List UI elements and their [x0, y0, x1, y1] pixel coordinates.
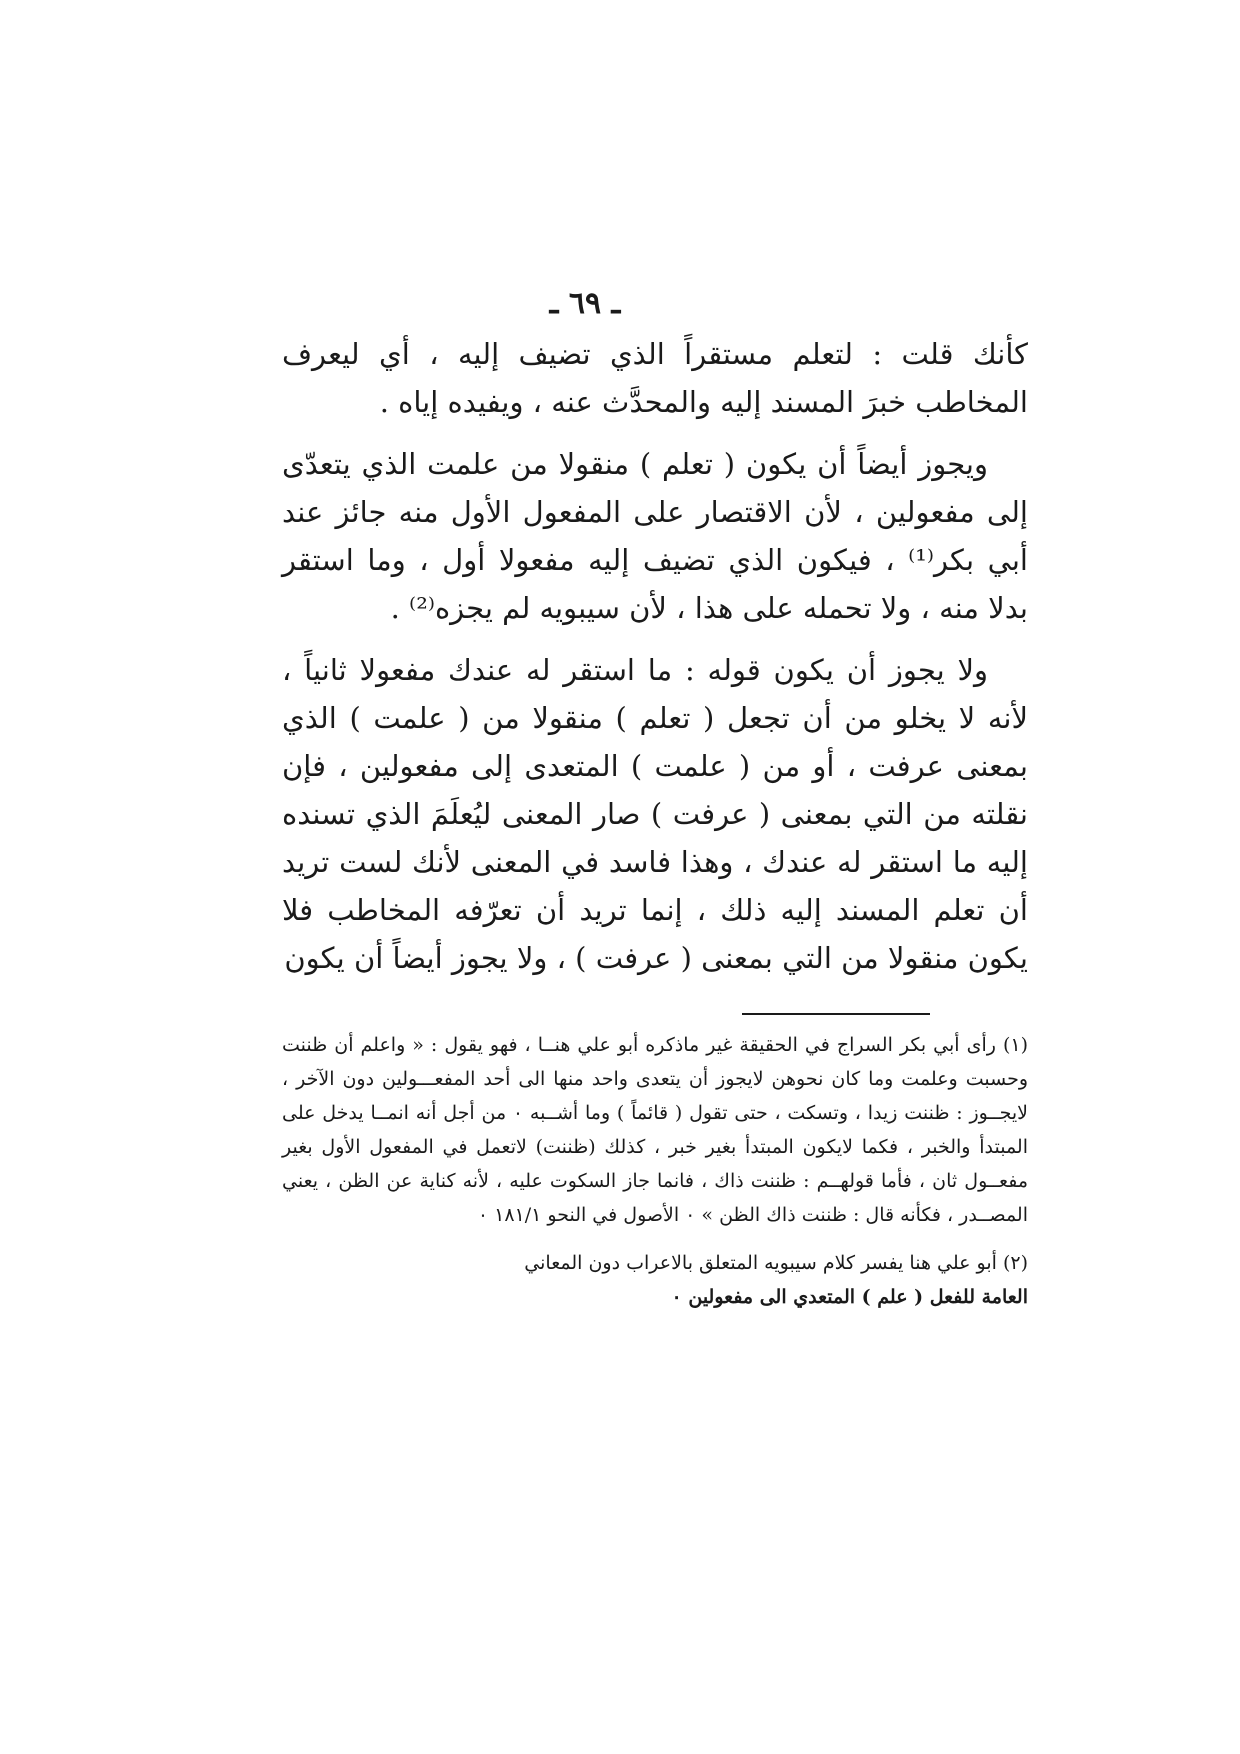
footnotes-section	[282, 1028, 1028, 1314]
main-text-body	[282, 330, 1028, 982]
main-paragraph-3: ولا يجوز أن يكون قوله : ما استقر له عندك مفعولا ثانياً ، لأنه لا يخلو من أن تجعل ( تعلم ) منقولا من ( علمت ) الذي بمعنى عرفت ، أو من ( علمت ) المتعدى إلى مفعولين ، فإن نقلته من التي بمعنى ( عرفت ) صار المعنى ليُعلَمَ الذي تسنده إليه ما استقر له عندك ، وهذا فاسد في المعنى لأنك لست تريد أن تعلم المسند إليه ذلك ، إنما تريد أن تعرّفه المخاطب فلا يكون منقولا من التي بمعنى ( عرفت ) ، ولا يجوز أيضاً أن يكون	[282, 653, 1028, 975]
footnote-2-line-1: (٢) أبو علي هنا يفسر كلام سيبويه المتعلق بالاعراب دون المعاني	[524, 1252, 1028, 1274]
footnote-1: (١) رأى أبي بكر السراج في الحقيقة غير ماذكره أبو علي هنــا ، فهو يقول : « واعلم أن ظننت وحسبت وعلمت وما كان نحوهن لايجوز أن يتعدى واحد منها الى أحد المفعـــولين دون الآخر ، لايجــوز : ظننت زيدا ، وتسكت ، حتى تقول ( قائماً ) وما أشــبه ٠ من أجل أنه انمــا يدخل على المبتدأ والخبر ، فكما لايكون المبتدأ بغير خبر ، كذلك (ظننت) لاتعمل في المفعول الأول بغير مفعــول ثان ، فأما قولهــم : ظننت ذاك ، فانما جاز السكوت عليه ، لأنه كناية عن الظن ، يعني المصــدر ، فكأنه قال : ظننت ذاك الظن » ٠ الأصول في النحو ١٨١/١ ٠	[282, 1034, 1028, 1226]
footnote-2-line-2: العامة للفعل ( علم ) المتعدي الى مفعولين ٠	[671, 1286, 1028, 1308]
footnote-2	[282, 1246, 1028, 1314]
page-number: ـ ٦٩ ـ	[549, 286, 621, 321]
main-paragraph-1: كأنك قلت : لتعلم مستقراً الذي تضيف إليه ، أي ليعرف المخاطب خبرَ المسند إليه والمحدَّث عنه ، ويفيده إياه .	[282, 337, 1028, 419]
main-paragraph-2: ويجوز أيضاً أن يكون ( تعلم ) منقولا من علمت الذي يتعدّى إلى مفعولين ، لأن الاقتصار على المفعول الأول منه جائز عند أبي بكر⁽¹⁾ ، فيكون الذي تضيف إليه مفعولا أول ، وما استقر بدلا منه ، ولا تحمله على هذا ، لأن سيبويه لم يجزه⁽²⁾ .	[282, 447, 1028, 625]
footnote-separator	[742, 1013, 930, 1015]
